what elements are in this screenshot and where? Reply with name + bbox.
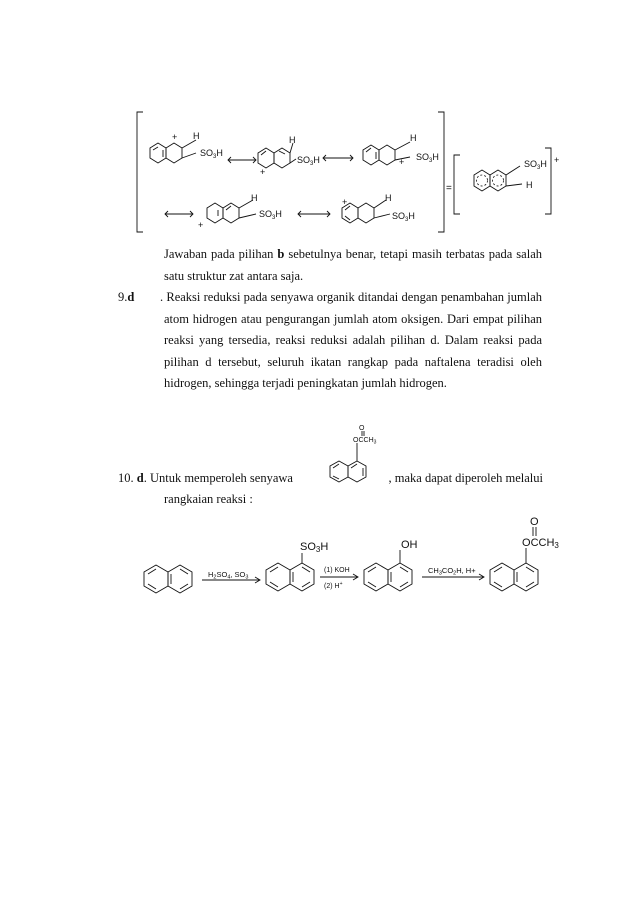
h-label: H: [410, 133, 417, 143]
reaction-arrow-1: [202, 570, 260, 583]
naphthol: [364, 539, 418, 591]
resonance-structure-2: [258, 135, 320, 177]
item-10-text-line-2: rangkaian reaksi :: [164, 492, 253, 506]
plus-sign: +: [342, 197, 348, 207]
resonance-structure-4: [198, 193, 282, 230]
carbonyl-o-label: O: [359, 425, 365, 432]
resonance-arrow-4: [298, 211, 330, 217]
answer-b-note: [164, 244, 542, 287]
h-label: H: [526, 180, 533, 190]
equals-sign: =: [446, 183, 452, 194]
note-text: Jawaban pada pilihan: [164, 247, 278, 261]
resonance-structure-5: [342, 193, 415, 223]
plus-sign: +: [260, 167, 266, 177]
carbonyl-o-label: O: [530, 516, 539, 528]
so3h-label: $SO_3H$: [200, 148, 223, 160]
so3h-label: $SO_3H$: [524, 159, 547, 171]
answer-letter: d: [127, 290, 135, 304]
naphthalene: [144, 565, 192, 593]
so3h-label: $SO_3H$: [259, 209, 282, 221]
h-label: H: [193, 131, 200, 141]
number-label: 10.: [118, 471, 137, 485]
ester-label: $OCCH_3$: [353, 437, 377, 446]
resonance-arrow-1: [228, 157, 256, 163]
resonance-hybrid: [454, 148, 559, 214]
item-10-line-1-end: [381, 468, 543, 490]
reagent-1-label: $H_2SO_4$, $SO_3$: [208, 570, 249, 581]
item-10-line-2: [164, 489, 464, 511]
plus-sign: +: [172, 132, 178, 142]
plus-sign: +: [399, 157, 405, 167]
so3h-label: $SO_3H$: [392, 211, 415, 223]
item-9-text: [160, 287, 542, 395]
item-10-line-1: [118, 468, 328, 490]
h-label: H: [251, 193, 258, 203]
number-label: 9.: [118, 290, 128, 304]
resonance-arrow-3: [165, 211, 193, 217]
reaction-arrow-2: [320, 567, 358, 590]
h-label: H: [289, 135, 296, 145]
inline-naphthyl-acetate: [330, 425, 377, 482]
ester-label: OCCH3: [522, 537, 559, 550]
resonance-structure-1: [150, 131, 223, 163]
h-label: H: [385, 193, 392, 203]
note-bold: b: [277, 247, 285, 261]
so3h-label: $SO_3H$: [416, 152, 439, 164]
answer-letter: d: [136, 471, 144, 485]
note-text-2: sebetulnya benar, tetapi masih terbatas pada salah satu struktur zat antara saja.: [164, 247, 542, 283]
naphthalenesulfonic-acid: [266, 541, 328, 591]
so3h-label: SO3H: [300, 541, 329, 554]
item-10-text-after: , maka dapat diperoleh melalui: [388, 471, 543, 485]
reagent-2-line-1: (1) KOH: [324, 567, 350, 574]
reagent-2-line-2: (2) H+: [324, 581, 343, 590]
reagent-3-label: $CH_3CO_2H$, H+: [428, 566, 476, 577]
naphthyl-acetate: [490, 516, 559, 591]
item-10-text-before: . Untuk memperoleh senyawa: [143, 471, 293, 485]
oh-label: OH: [401, 539, 418, 551]
so3h-label: $SO_3H$: [297, 155, 320, 167]
plus-sign: +: [554, 155, 560, 165]
resonance-structure-3: [363, 133, 439, 167]
resonance-arrow-2: [323, 155, 353, 161]
reaction-arrow-3: [422, 566, 484, 580]
item-9-body: . Reaksi reduksi pada senyawa organik ditandai dengan penambahan jumlah atom hidrogen atau pengurangan jumlah atom oksigen. Dari empat pilihan reaksi yang tersedia, reaksi reduksi adalah pilihan d. Dalam reaksi pada pilihan d tersebut, seluruh ikatan rangkap pada naftalena teradisi oleh hidrogen, sehingga terjadi peningkatan jumlah hidrogen.: [160, 290, 542, 390]
plus-sign: +: [198, 220, 204, 230]
item-9-number: [118, 287, 164, 309]
